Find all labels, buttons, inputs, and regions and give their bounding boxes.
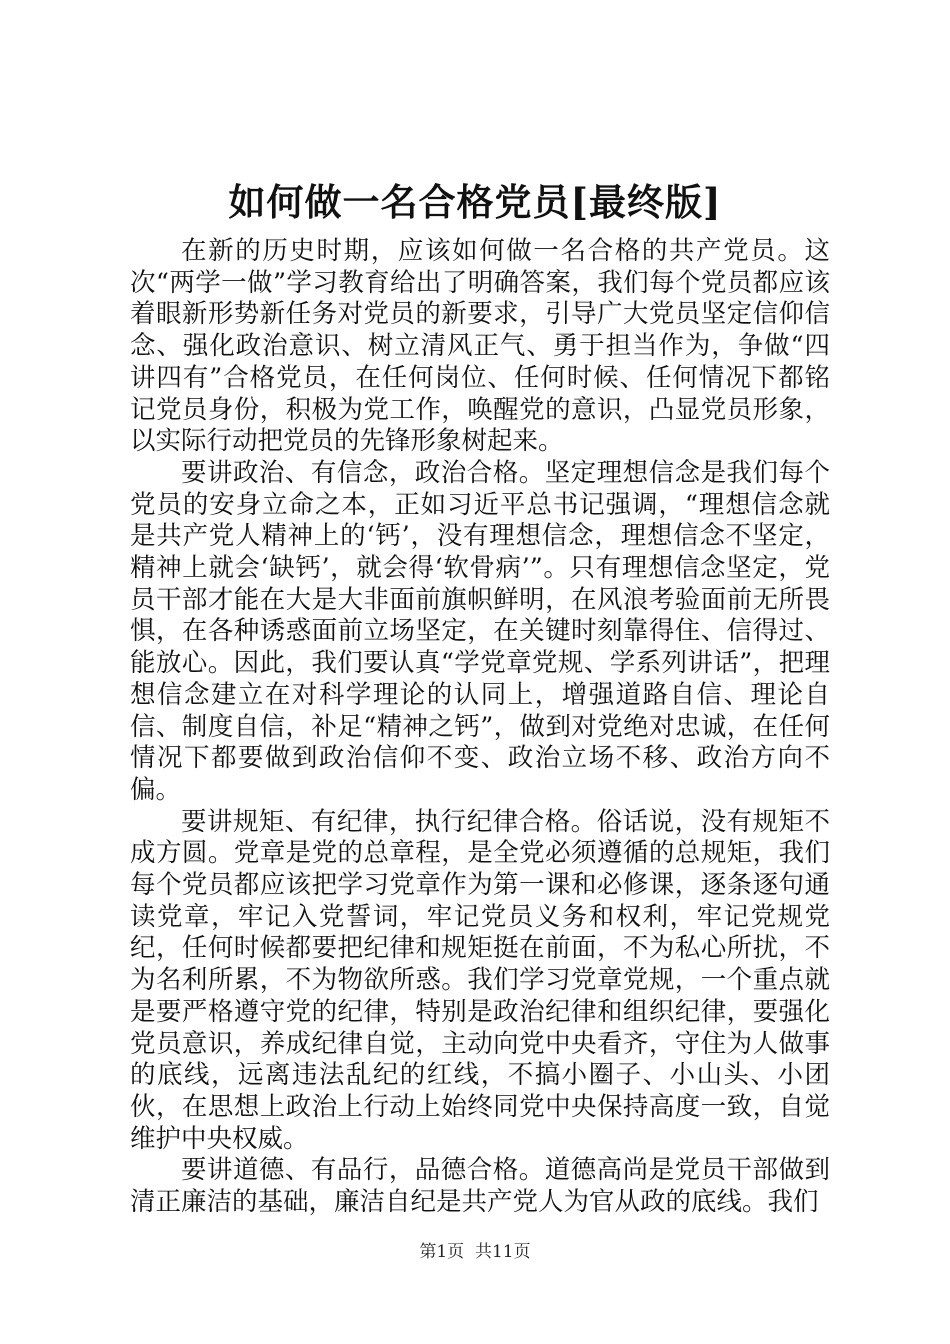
document-title: 如何做一名合格党员[最终版] bbox=[228, 180, 722, 224]
document-body bbox=[130, 236, 830, 1219]
page-number: 第1页 共11页 bbox=[419, 1242, 531, 1262]
paragraph-politics: 要讲政治、有信念，政治合格。坚定理想信念是我们每个党员的安身立命之本，正如习近平总书记强调，“理想信念就是共产党人精神上的‘钙’，没有理想信念，理想信念不坚定，精神上就会‘缺钙’，就会得‘软骨病’”。只有理想信念坚定，党员干部才能在大是大非面前旗帜鲜明，在风浪考验面前无所畏惧，在各种诱惑面前立场坚定，在关键时刻靠得住、信得过、能放心。因此，我们要认真“学党章党规、学系列讲话”，把理想信念建立在对科学理论的认同上，增强道路自信、理论自信、制度自信，补足“精神之钙”，做到对党绝对忠诚，在任何情况下都要做到政治信仰不变、政治立场不移、政治方向不偏。 bbox=[130, 457, 830, 805]
paragraph-discipline: 要讲规矩、有纪律，执行纪律合格。俗话说，没有规矩不成方圆。党章是党的总章程，是全党必须遵循的总规矩，我们每个党员都应该把学习党章作为第一课和必修课，逐条逐句通读党章，牢记入党誓词，牢记党员义务和权利，牢记党规党纪，任何时候都要把纪律和规矩挺在前面，不为私心所扰，不为名利所累，不为物欲所惑。我们学习党章党规，一个重点就是要严格遵守党的纪律，特别是政治纪律和组织纪律，要强化党员意识，养成纪律自觉，主动向党中央看齐，守住为人做事的底线，远离违法乱纪的红线，不搞小圈子、小山头、小团伙，在思想上政治上行动上始终同党中央保持高度一致，自觉维护中央权威。 bbox=[130, 806, 830, 1154]
page-footer bbox=[0, 1241, 950, 1263]
paragraph-intro: 在新的历史时期，应该如何做一名合格的共产党员。这次“两学一做”学习教育给出了明确答案，我们每个党员都应该着眼新形势新任务对党员的新要求，引导广大党员坚定信仰信念、强化政治意识、树立清风正气、勇于担当作为，争做“四讲四有”合格党员，在任何岗位、任何时候、任何情况下都铭记党员身份，积极为党工作，唤醒党的意识，凸显党员形象，以实际行动把党员的先锋形象树起来。 bbox=[130, 236, 830, 457]
paragraph-morality: 要讲道德、有品行，品德合格。道德高尚是党员干部做到清正廉洁的基础，廉洁自纪是共产党人为官从政的底线。我们 bbox=[130, 1155, 830, 1218]
